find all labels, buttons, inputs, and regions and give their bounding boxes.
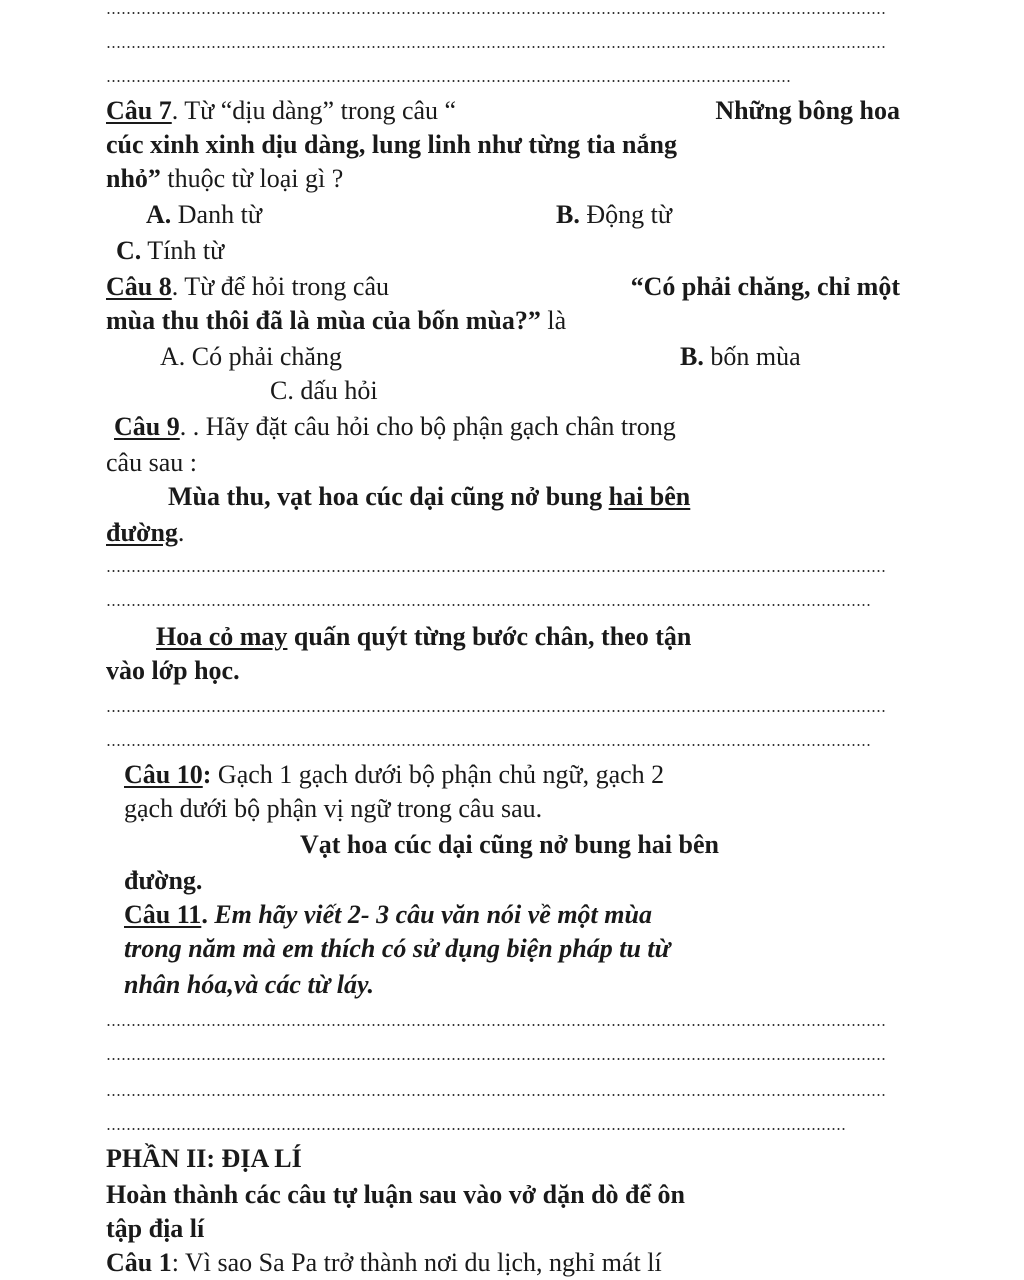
q8-line-2	[106, 304, 566, 338]
answer-line	[106, 604, 870, 606]
q10-line-2	[124, 792, 542, 826]
q7-option-a-key: A.	[146, 200, 172, 229]
q7-option-b	[556, 198, 672, 232]
q8-option-c: C. dấu hỏi	[270, 376, 378, 405]
answer-line	[106, 570, 886, 572]
q11-text-1: Em hãy viết 2- 3 câu văn nói về một mùa	[207, 900, 652, 929]
q7-line-3	[106, 162, 343, 196]
answer-line	[106, 46, 886, 48]
q9-s1-text: Mùa thu, vạt hoa cúc dại cũng nở bung	[168, 482, 609, 511]
q7-ask: thuộc từ loại gì ?	[160, 164, 344, 193]
part2-q1-label: Câu 1	[106, 1248, 172, 1277]
answer-line	[106, 1024, 886, 1026]
q9-sentence-2-cont	[106, 654, 240, 688]
q9-sentence-1-cont	[106, 516, 184, 550]
answer-line	[106, 1094, 886, 1096]
q10-sentence	[300, 828, 719, 862]
q10-intro-1: Gạch 1 gạch dưới bộ phận chủ ngữ, gạch 2	[211, 760, 665, 789]
q11-text-3: nhân hóa,và các từ láy.	[124, 970, 375, 999]
q9-sentence-2	[156, 620, 900, 654]
q9-sentence-1	[168, 480, 900, 514]
q7-quote-1: Những bông hoa	[715, 96, 900, 125]
q8-quote-2: mùa thu thôi đã là mùa của bốn mùa?”	[106, 306, 541, 335]
answer-line	[106, 80, 790, 82]
q9-line-2	[106, 446, 197, 480]
q10-sentence-cont	[124, 864, 202, 898]
q9-s1-underlined: hai bên	[608, 482, 691, 511]
answer-line	[106, 12, 886, 14]
q11-label: Câu 11	[124, 900, 202, 929]
q8-tail: là	[540, 306, 567, 335]
q11-dot: .	[201, 900, 208, 929]
q8-option-b-key: B.	[680, 342, 704, 371]
q8-line-1	[106, 270, 900, 304]
q7-quote-3: nhỏ”	[106, 164, 161, 193]
q9-label: Câu 9	[114, 412, 180, 441]
q10-label: Câu 10	[124, 760, 203, 789]
answer-line	[106, 1058, 886, 1060]
part2-heading-text: PHẦN II: ĐỊA LÍ	[106, 1144, 302, 1173]
q7-label: Câu 7	[106, 96, 172, 125]
part2-q1-text: : Vì sao Sa Pa trở thành nơi du lịch, nghỉ mát lí	[171, 1248, 662, 1277]
part2-q1	[106, 1246, 662, 1280]
q7-line-1	[106, 94, 900, 128]
q10-sentence-2: đường.	[124, 866, 203, 895]
q7-option-b-key: B.	[556, 200, 580, 229]
answer-line	[106, 710, 886, 712]
q7-option-a	[146, 198, 262, 232]
q8-option-b-text: bốn mùa	[703, 342, 801, 371]
q8-intro: . Từ để hỏi trong câu	[171, 272, 389, 301]
q9-s1-end: .	[177, 518, 185, 547]
q9-s1-underlined-2: đường	[106, 518, 178, 547]
q9-intro-2: câu sau :	[106, 448, 197, 477]
q7-intro: . Từ “dịu dàng” trong câu “	[171, 96, 457, 125]
part2-instruction-1	[106, 1178, 685, 1212]
q7-line-2	[106, 128, 900, 162]
part2-instruction-2	[106, 1212, 204, 1246]
q8-option-b	[680, 340, 801, 374]
q8-option-a: A. Có phải chăng	[160, 342, 342, 371]
q9-s2-text-2: vào lớp học.	[106, 656, 240, 685]
q10-colon: :	[202, 760, 212, 789]
q7-option-c	[116, 234, 224, 268]
answer-line	[106, 744, 870, 746]
q10-line-1	[124, 758, 900, 792]
answer-line	[106, 1128, 846, 1130]
q7-option-c-key: C.	[116, 236, 142, 265]
q7-quote-2: cúc xinh xinh dịu dàng, lung linh như từng tia nắng	[106, 130, 677, 159]
part2-instruction-2-text: tập địa lí	[106, 1214, 205, 1243]
q7-option-c-text: Tính từ	[141, 236, 225, 265]
q9-s2-text: quấn quýt từng bước chân, theo tận	[287, 622, 692, 651]
q10-sentence-1: Vạt hoa cúc dại cũng nở bung hai bên	[300, 830, 719, 859]
q11-text-2: trong năm mà em thích có sử dụng biện pháp tu từ	[124, 934, 671, 963]
q9-line-1	[114, 410, 900, 444]
q7-option-a-text: Danh từ	[171, 200, 262, 229]
q9-intro-1: . . Hãy đặt câu hỏi cho bộ phận gạch chân trong	[179, 412, 676, 441]
q10-intro-2: gạch dưới bộ phận vị ngữ trong câu sau.	[124, 794, 543, 823]
q8-quote-1: “Có phải chăng, chỉ một	[630, 272, 900, 301]
q11-line-2	[124, 932, 670, 966]
q8-label: Câu 8	[106, 272, 172, 301]
q11-line-3	[124, 968, 374, 1002]
q11-line-1	[124, 898, 652, 932]
q9-s2-underlined: Hoa cỏ may	[156, 622, 288, 651]
q7-option-b-text: Động từ	[579, 200, 672, 229]
part2-instruction-1-text: Hoàn thành các câu tự luận sau vào vở dặn dò để ôn	[106, 1180, 686, 1209]
part2-heading	[106, 1142, 302, 1176]
